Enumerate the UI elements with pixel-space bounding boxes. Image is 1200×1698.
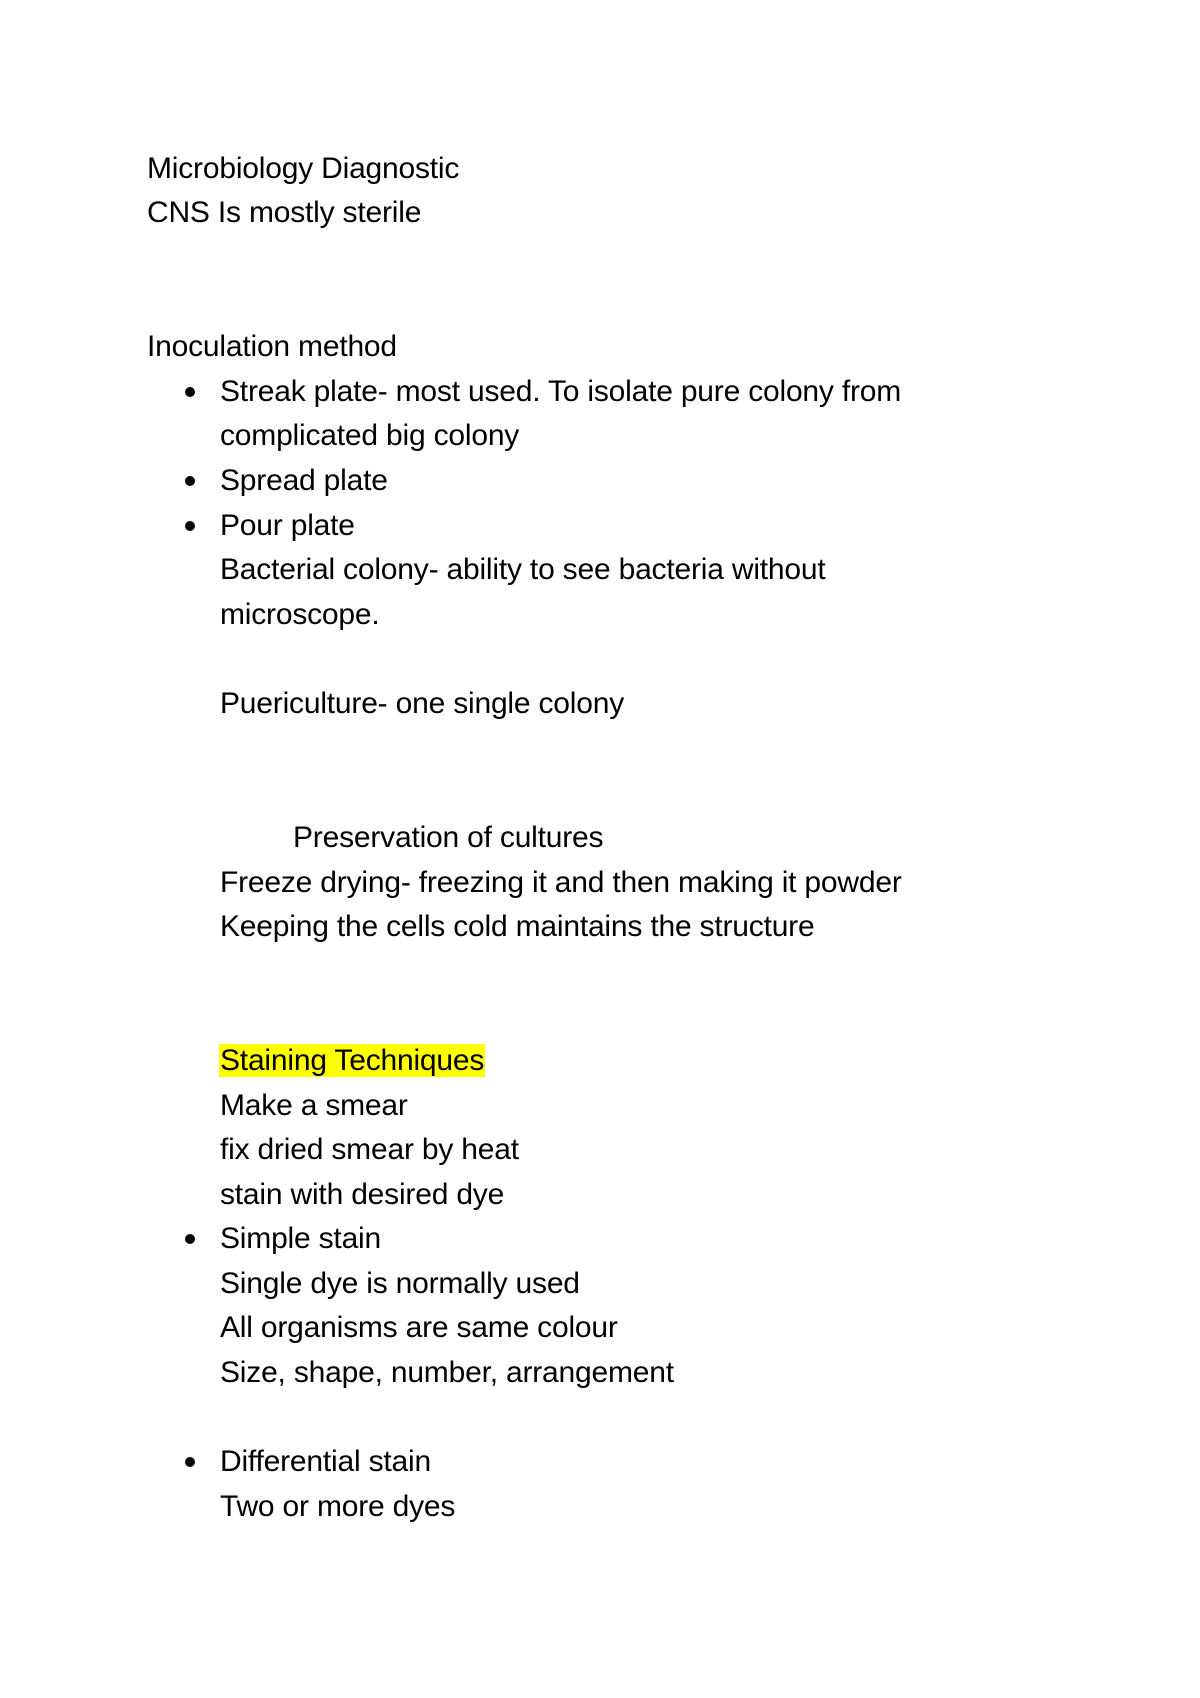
list-item-simple-stain: Simple stain — [220, 1222, 382, 1255]
preservation-text-cont: Keeping the cells cold maintains the structure — [220, 910, 815, 943]
pureculture-text: Puericulture- one single colony — [220, 687, 625, 720]
staining-step: Make a smear — [220, 1089, 408, 1122]
staining-heading — [219, 1043, 485, 1079]
document-subtitle: CNS Is mostly sterile — [147, 196, 422, 229]
document-title: Microbiology Diagnostic — [147, 152, 460, 185]
colony-text-cont: microscope. — [220, 598, 380, 631]
staining-step: fix dried smear by heat — [220, 1133, 519, 1166]
preservation-text: Freeze drying- freezing it and then making it powder — [220, 866, 902, 899]
simple-stain-text: All organisms are same colour — [220, 1311, 618, 1344]
differential-stain-text: Two or more dyes — [220, 1490, 456, 1523]
simple-stain-text: Single dye is normally used — [220, 1267, 580, 1300]
highlighted-text: Staining Techniques — [220, 1044, 485, 1077]
bullet-icon — [185, 476, 195, 486]
simple-stain-text: Size, shape, number, arrangement — [220, 1356, 674, 1389]
bullet-icon — [185, 1234, 195, 1244]
list-item-differential-stain: Differential stain — [220, 1445, 431, 1478]
list-item-spread-plate: Spread plate — [220, 464, 388, 497]
preservation-heading: Preservation of cultures — [293, 821, 604, 854]
list-item-pour-plate: Pour plate — [220, 509, 355, 542]
list-item-streak-plate: Streak plate- most used. To isolate pure colony from — [220, 375, 902, 408]
list-item-streak-plate-cont: complicated big colony — [220, 419, 520, 452]
staining-step: stain with desired dye — [220, 1178, 505, 1211]
colony-text: Bacterial colony- ability to see bacteria without — [220, 553, 826, 586]
bullet-icon — [185, 1457, 195, 1467]
bullet-icon — [185, 387, 195, 397]
inoculation-heading: Inoculation method — [147, 330, 397, 363]
bullet-icon — [185, 521, 195, 531]
